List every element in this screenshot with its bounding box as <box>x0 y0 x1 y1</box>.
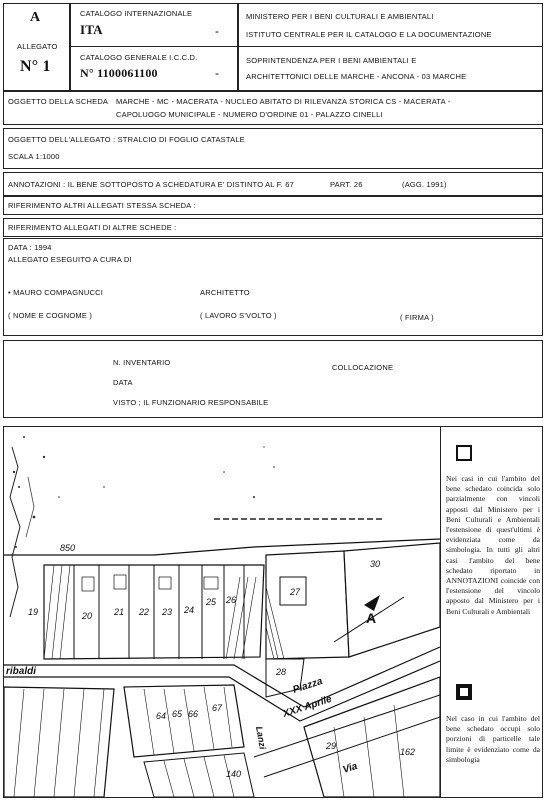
author-role: ARCHITETTO <box>200 288 250 297</box>
map-label-65: 65 <box>172 709 183 719</box>
legend-symbol-bold <box>456 684 472 700</box>
allegato-line-1: OGGETTO DELL'ALLEGATO : STRALCIO DI FOGLIO CATASTALE <box>8 135 245 144</box>
ministry-line-3: SOPRINTENDENZA PER I BENI AMBIENTALI E <box>246 56 417 65</box>
map-label-67: 67 <box>212 703 223 713</box>
catalog-int-value: ITA <box>80 22 103 37</box>
map-noise <box>13 436 275 548</box>
map-label-22: 22 <box>139 607 150 617</box>
map-label-26: 26 <box>226 595 237 605</box>
catalog-gen-value: N° 1100061100 <box>80 66 158 80</box>
map-label-21: 21 <box>114 607 125 617</box>
map-label-25: 25 <box>206 597 217 607</box>
allegato-number: N° 1 <box>20 58 51 75</box>
ministry-divider <box>238 46 543 47</box>
allegato-letter: A <box>30 10 41 25</box>
map-label-27: 27 <box>290 587 301 597</box>
inventario-data: DATA <box>113 378 133 387</box>
annotazioni-part: PART. 26 <box>330 180 363 189</box>
oggetto-line-1: MARCHE - MC - MACERATA - NUCLEO ABITATO DI RILEVANZA STORICA CS - MACERATA - <box>116 97 451 106</box>
riferimento-same: RIFERIMENTO ALTRI ALLEGATI STESSA SCHEDA : <box>8 201 196 210</box>
legend-text-1: Nei casi in cui l'ambito del bene schedato coincida solo parzialmente con vincoli apposti dal Ministero per i Beni Culturali e Ambientali l'estensione di quest'ultimi è evidenziata come da simbologia. In tutti gli altri casi l'ambito del bene schedato riportato in ANNOTAZIONI coincide con l'estensione del vincolo apposto dal Ministero per i Beni Culturali e Ambientali <box>446 474 540 616</box>
legend-symbol-open <box>456 445 472 461</box>
author-name: • MAURO COMPAGNUCCI <box>8 288 104 297</box>
data-box <box>3 238 543 336</box>
map-label-piazza: Piazza <box>291 675 325 696</box>
map-label-140: 140 <box>226 769 242 779</box>
map-label-20: 20 <box>82 611 93 621</box>
map-label-30: 30 <box>370 559 381 569</box>
map-label-xxx-aprile: XXX Aprile <box>281 693 334 720</box>
oggetto-line-2: CAPOLUOGO MUNICIPALE - NUMERO D'ORDINE 01 - PALAZZO CINELLI <box>116 110 383 119</box>
map-label-ribaldi: ribaldi <box>6 666 37 677</box>
riferimento-other: RIFERIMENTO ALLEGATI DI ALTRE SCHEDE : <box>8 223 177 232</box>
catalog-gen-dash: - <box>215 66 220 80</box>
firma-label: ( FIRMA ) <box>400 313 434 322</box>
legend-text-2: Nel caso in cui l'ambito del bene schedato occupi solo porzioni di particelle tale limite è evidenziato come da simbologia <box>446 714 540 764</box>
map-label-19: 19 <box>28 607 39 617</box>
cadastral-map <box>4 427 440 797</box>
catalog-int-label: CATALOGO INTERNAZIONALE <box>80 9 193 18</box>
data-label: DATA : 1994 <box>8 243 52 252</box>
legend-divider <box>440 426 441 798</box>
collocazione-label: COLLOCAZIONE <box>332 363 394 372</box>
visto-label: VISTO ; IL FUNZIONARIO RESPONSABILE <box>113 398 269 407</box>
map-label-850: 850 <box>60 543 76 553</box>
allegato-label: ALLEGATO <box>17 42 58 51</box>
lavoro-label: ( LAVORO S'VOLTO ) <box>200 311 277 320</box>
ministry-line-4: ARCHITETTONICI DELLE MARCHE - ANCONA - 03 MARCHE <box>246 72 467 81</box>
annotazioni-agg: (AGG. 1991) <box>402 180 447 189</box>
map-label-162: 162 <box>400 747 416 757</box>
map-label-66: 66 <box>188 709 199 719</box>
catalog-gen-label: CATALOGO GENERALE I.C.C.D. <box>80 53 198 62</box>
ministry-line-2: ISTITUTO CENTRALE PER IL CATALOGO E LA DOCUMENTAZIONE <box>246 30 492 39</box>
oggetto-label: OGGETTO DELLA SCHEDA <box>8 97 109 106</box>
allegato-scale: SCALA 1:1000 <box>8 152 60 161</box>
map-label-lanzi: Lanzi <box>254 725 268 751</box>
eseguito-label: ALLEGATO ESEGUITO A CURA DI <box>8 255 132 264</box>
catalog-int-dash: - <box>215 24 220 38</box>
map-label-64: 64 <box>156 711 167 721</box>
map-label-29: 29 <box>326 741 337 751</box>
inventario-label: N. INVENTARIO <box>113 358 171 367</box>
map-label-a: A <box>366 610 377 626</box>
annotazioni-text: ANNOTAZIONI : IL BENE SOTTOPOSTO A SCHEDATURA E' DISTINTO AL F. 67 <box>8 180 294 189</box>
map-label-23: 23 <box>162 607 173 617</box>
map-label-via: Via <box>341 760 359 776</box>
ministry-line-1: MINISTERO PER I BENI CULTURALI E AMBIENTALI <box>246 12 434 21</box>
nome-cognome-label: ( NOME E COGNOME ) <box>8 311 93 320</box>
catalog-divider <box>70 46 238 47</box>
inventario-box <box>3 340 543 418</box>
map-label-28: 28 <box>276 667 287 677</box>
map-label-24: 24 <box>184 605 195 615</box>
